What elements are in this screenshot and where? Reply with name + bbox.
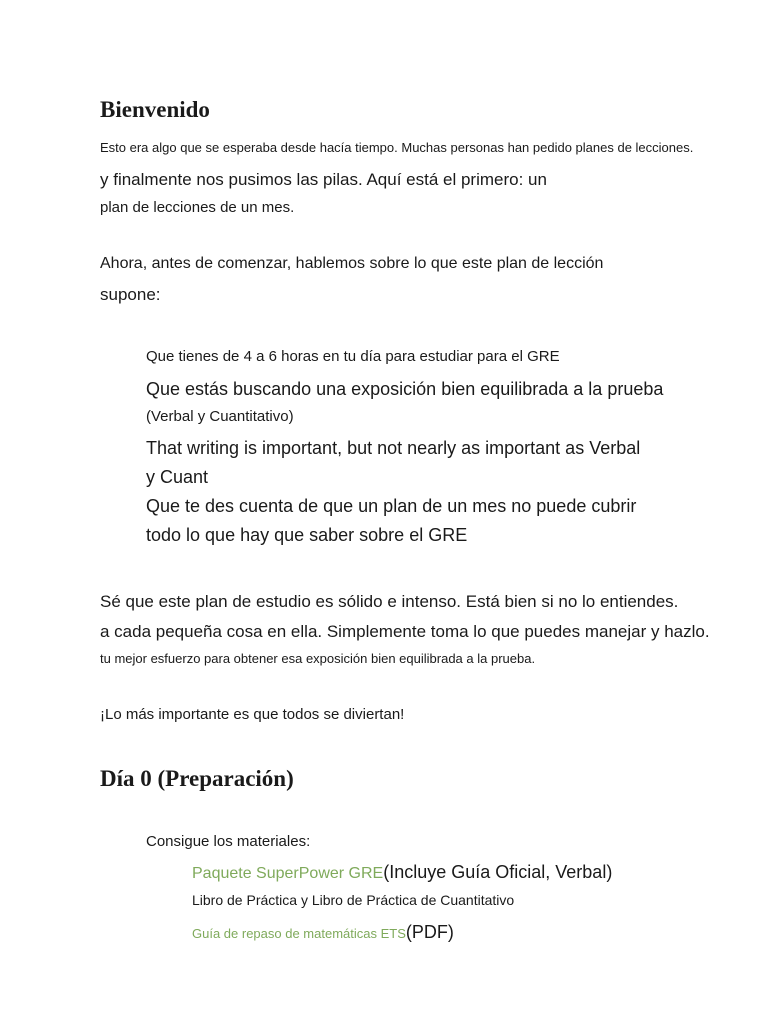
assumption-balanced-line-2: (Verbal y Cuantitativo) [146,408,294,425]
heading-day-0: Día 0 (Preparación) [100,766,294,791]
ets-math-review-format: (PDF) [405,922,454,942]
intro-line-2: y finalmente nos pusimos las pilas. Aquí está el primero: un [100,170,547,189]
assumption-coverage-line-1: Que te des cuenta de que un plan de un mes no puede cubrir [146,496,637,516]
assumes-line-2: supone: [100,285,161,304]
material-item-ets-math [192,922,454,943]
superpower-pack-link[interactable]: Paquete SuperPower GRE [192,865,384,882]
have-fun-line: ¡Lo más importante es que todos se diviertan! [100,706,405,723]
solid-plan-line-3: tu mejor esfuerzo para obtener esa exposición bien equilibrada a la prueba. [100,651,536,666]
assumption-writing-line-2: y Cuant [146,467,209,487]
assumption-writing-line-1: That writing is important, but not nearly as important as Verbal [146,438,641,458]
material-item-superpower [192,862,612,883]
intro-line-3: plan de lecciones de un mes. [100,199,295,216]
assumption-balanced-line-1: Que estás buscando una exposición bien equilibrada a la prueba [146,379,664,399]
heading-welcome: Bienvenido [100,97,210,122]
assumes-line-1: Ahora, antes de comenzar, hablemos sobre lo que este plan de lección [100,255,604,272]
ets-math-review-link[interactable]: Guía de repaso de matemáticas ETS [192,926,406,941]
superpower-pack-details: (Incluye Guía Oficial, Verbal) [383,862,613,882]
assumption-hours: Que tienes de 4 a 6 horas en tu día para estudiar para el GRE [146,348,560,365]
materials-intro: Consigue los materiales: [146,833,311,850]
assumption-coverage-line-2: todo lo que hay que saber sobre el GRE [146,525,468,545]
intro-line-1: Esto era algo que se esperaba desde hacía tiempo. Muchas personas han pedido planes de lecciones. [100,140,694,155]
solid-plan-line-2: a cada pequeña cosa en ella. Simplemente toma lo que puedes manejar y hazlo. [100,622,710,641]
superpower-pack-details-line-2: Libro de Práctica y Libro de Práctica de Cuantitativo [192,892,515,908]
solid-plan-line-1: Sé que este plan de estudio es sólido e intenso. Está bien si no lo entiendes. [100,592,679,611]
